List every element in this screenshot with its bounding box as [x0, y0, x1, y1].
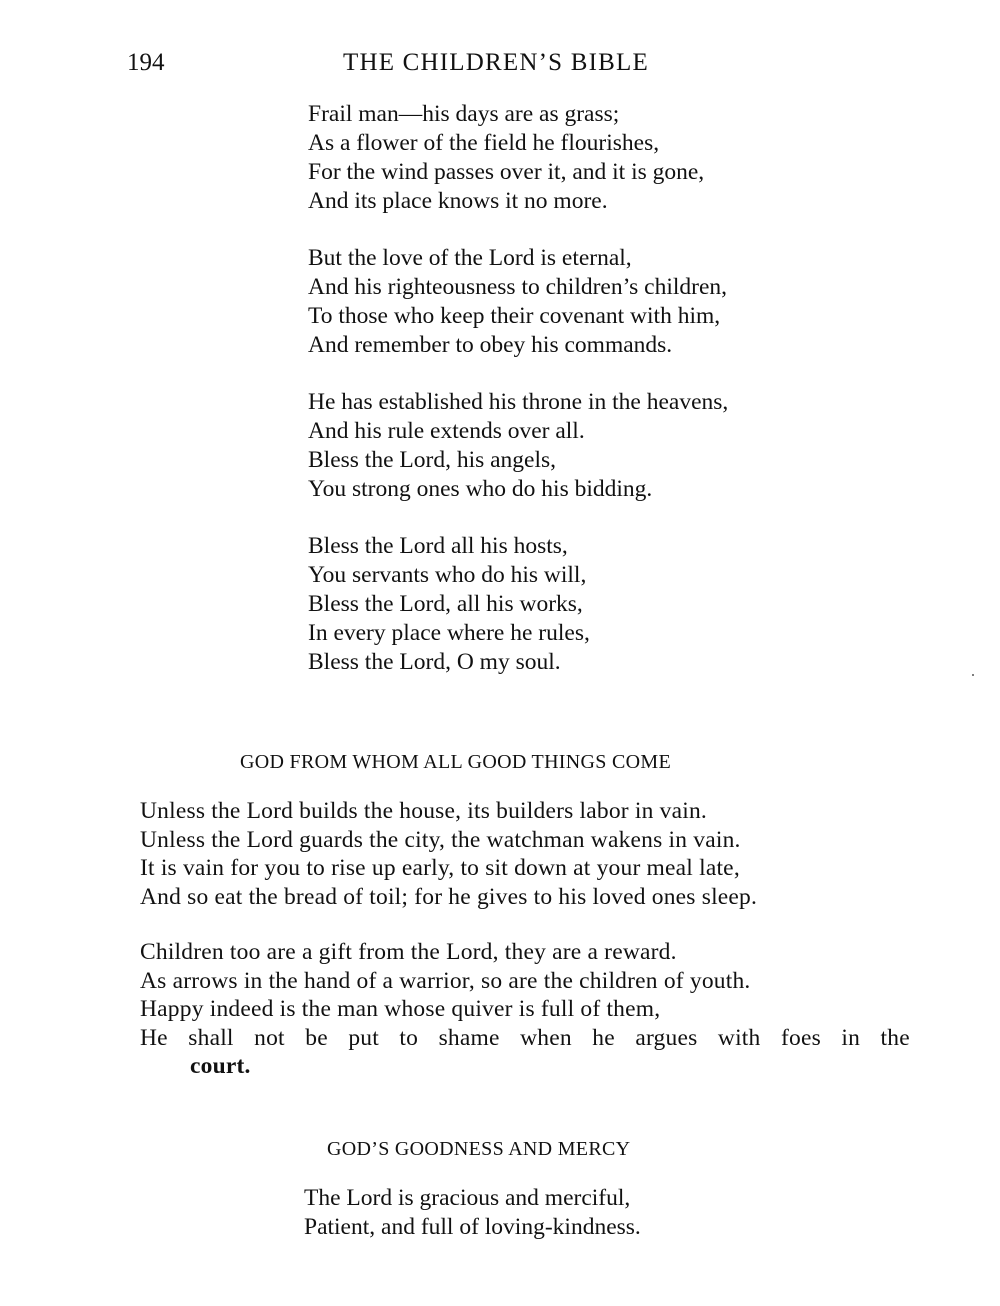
verse-line: But the love of the Lord is eternal, [308, 245, 632, 271]
verse-line: You servants who do his will, [308, 562, 587, 588]
verse-line: You strong ones who do his bidding. [308, 476, 653, 502]
prose-line: Unless the Lord builds the house, its builders labor in vain. [140, 798, 707, 824]
verse-line: And his righteousness to children’s children, [308, 274, 728, 300]
running-title: THE CHILDREN’S BIBLE [343, 49, 649, 76]
prose-line: As arrows in the hand of a warrior, so are the children of youth. [140, 967, 751, 994]
word: the [880, 1024, 910, 1051]
prose-line: Children too are a gift from the Lord, they are a reward. [140, 939, 677, 965]
word: with [717, 1024, 761, 1051]
word: he [592, 1024, 615, 1051]
verse-line: Bless the Lord all his hosts, [308, 533, 568, 559]
psalm-stanza-1 [308, 100, 704, 216]
verse-line: Bless the Lord, his angels, [308, 447, 557, 473]
verse-line: He has established his throne in the heavens, [308, 389, 729, 415]
prose-line-justified [140, 1024, 910, 1053]
psalm-stanza-2 [308, 244, 727, 360]
verse-line: And his rule extends over all. [308, 418, 585, 444]
verse-line: Patient, and full of loving-kindness. [304, 1214, 641, 1240]
prose-line: Happy indeed is the man whose quiver is full of them, [140, 996, 661, 1022]
word: foes [780, 1024, 821, 1051]
word: argues [635, 1024, 698, 1051]
prose-line-continuation: court. [190, 1053, 251, 1079]
print-speck [972, 674, 974, 676]
word: to [399, 1024, 419, 1051]
verse-line: In every place where he rules, [308, 620, 590, 646]
good-things-paragraph-2 [140, 938, 910, 1081]
psalm-stanza-4 [308, 532, 590, 677]
word: be [305, 1024, 328, 1051]
verse-line: To those who keep their covenant with him, [308, 303, 721, 329]
page-number: 194 [127, 49, 165, 76]
word: when [520, 1024, 572, 1051]
word: He [140, 1024, 168, 1051]
prose-line: Unless the Lord guards the city, the watchman wakens in vain. [140, 826, 741, 853]
verse-line: As a flower of the field he flourishes, [308, 130, 660, 156]
prose-line: It is vain for you to rise up early, to sit down at your meal late, [140, 855, 740, 881]
verse-line: Bless the Lord, O my soul. [308, 649, 561, 675]
psalm-stanza-3 [308, 388, 728, 504]
good-things-paragraph-1 [140, 797, 757, 911]
word: put [348, 1024, 379, 1051]
verse-line: For the wind passes over it, and it is gone, [308, 159, 705, 185]
verse-line: Bless the Lord, all his works, [308, 591, 583, 617]
word: shame [438, 1024, 500, 1051]
section-title-good-things: GOD FROM WHOM ALL GOOD THINGS COME [240, 751, 671, 773]
verse-line: The Lord is gracious and merciful, [304, 1185, 631, 1211]
section-title-goodness-mercy: GOD’S GOODNESS AND MERCY [327, 1138, 631, 1160]
word: shall [188, 1024, 234, 1051]
verse-line: And its place knows it no more. [308, 188, 608, 214]
word: in [841, 1024, 861, 1051]
goodness-stanza [304, 1184, 641, 1242]
word: not [254, 1024, 285, 1051]
verse-line: Frail man—his days are as grass; [308, 101, 620, 127]
prose-line: And so eat the bread of toil; for he gives to his loved ones sleep. [140, 883, 758, 910]
verse-line: And remember to obey his commands. [308, 332, 673, 358]
